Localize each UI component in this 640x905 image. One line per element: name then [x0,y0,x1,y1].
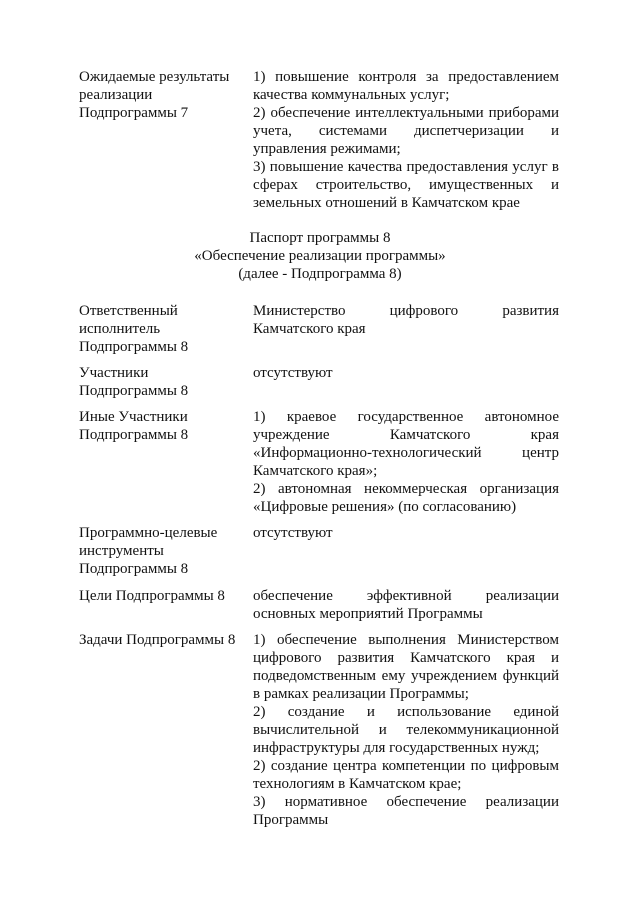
value-line: 2) автономная некоммерческая организация [253,481,559,497]
label-line: реализации [79,87,153,103]
value-line: цифрового развития Камчатского края и [253,650,559,666]
field-value [253,524,559,542]
value-line: 1) повышение контроля за предоставлением [253,69,559,85]
value-line: технологиям в Камчатском крае; [253,776,462,792]
label-line: Подпрограммы 8 [79,339,189,355]
field-value [253,587,559,623]
label-line: Подпрограммы 8 [79,383,189,399]
value-line: 2) обеспечение интеллектуальными приборами [253,105,559,121]
label-line: Подпрограммы 8 [79,561,189,577]
value-line: учреждение Камчатского края [253,427,559,443]
label-line: Иные Участники [79,409,188,425]
value-line: учета, системами диспетчеризации и [253,123,559,139]
label-line: Цели Подпрограммы 8 [79,588,225,604]
label-line: Программно-целевые [79,525,218,541]
value-line: качества коммунальных услуг; [253,87,450,103]
field-label [79,68,247,122]
value-line: управления режимами; [253,141,401,157]
label-line: Ожидаемые результаты [79,69,230,85]
value-line: инфраструктуры для государственных нужд; [253,740,540,756]
passport-title: Паспорт программы 8 [249,230,391,246]
value-line: 2) создание центра компетенции по цифровым [253,758,559,774]
value-line: отсутствуют [253,525,333,541]
value-line: отсутствуют [253,365,333,381]
value-line: обеспечение эффективной реализации [253,588,559,604]
label-line: Ответственный [79,303,178,319]
value-line: Министерство цифрового развития [253,303,559,319]
value-line: земельных отношений в Камчатском крае [253,195,520,211]
value-line: 3) повышение качества предоставления услуг в [253,159,559,175]
label-line: исполнитель [79,321,161,337]
field-value [253,408,559,516]
value-line: «Информационно-технологический центр [253,445,559,461]
field-label [79,408,247,444]
passport-note: (далее - Подпрограмма 8) [238,266,402,282]
value-line: Камчатского края»; [253,463,378,479]
value-line: «Цифровые решения» (по согласованию) [253,499,517,515]
value-line: в рамках реализации Программы; [253,686,469,702]
field-label [79,524,247,578]
label-line: Задачи Подпрограммы 8 [79,632,236,648]
label-line: Подпрограммы 8 [79,427,189,443]
value-line: Камчатского края [253,321,366,337]
value-line: 1) обеспечение выполнения Министерством [253,632,559,648]
value-line: 1) краевое государственное автономное [253,409,559,425]
value-line: вычислительной и телекоммуникационной [253,722,559,738]
field-label [79,587,247,605]
field-label [79,364,247,400]
field-label [79,302,247,356]
field-value [253,631,559,829]
value-line: 3) нормативное обеспечение реализации [253,794,559,810]
passport-subtitle: «Обеспечение реализации программы» [194,248,446,264]
value-line: Программы [253,812,329,828]
value-line: подведомственным ему учреждением функций [253,668,559,684]
value-line: 2) создание и использование единой [253,704,559,720]
field-value [253,302,559,338]
label-line: Участники [79,365,149,381]
label-line: Подпрограммы 7 [79,105,189,121]
label-line: инструменты [79,543,164,559]
field-value [253,68,559,212]
field-value [253,364,559,382]
field-label [79,631,247,649]
value-line: сферах строительство, имущественных и [253,177,559,193]
value-line: основных мероприятий Программы [253,606,483,622]
